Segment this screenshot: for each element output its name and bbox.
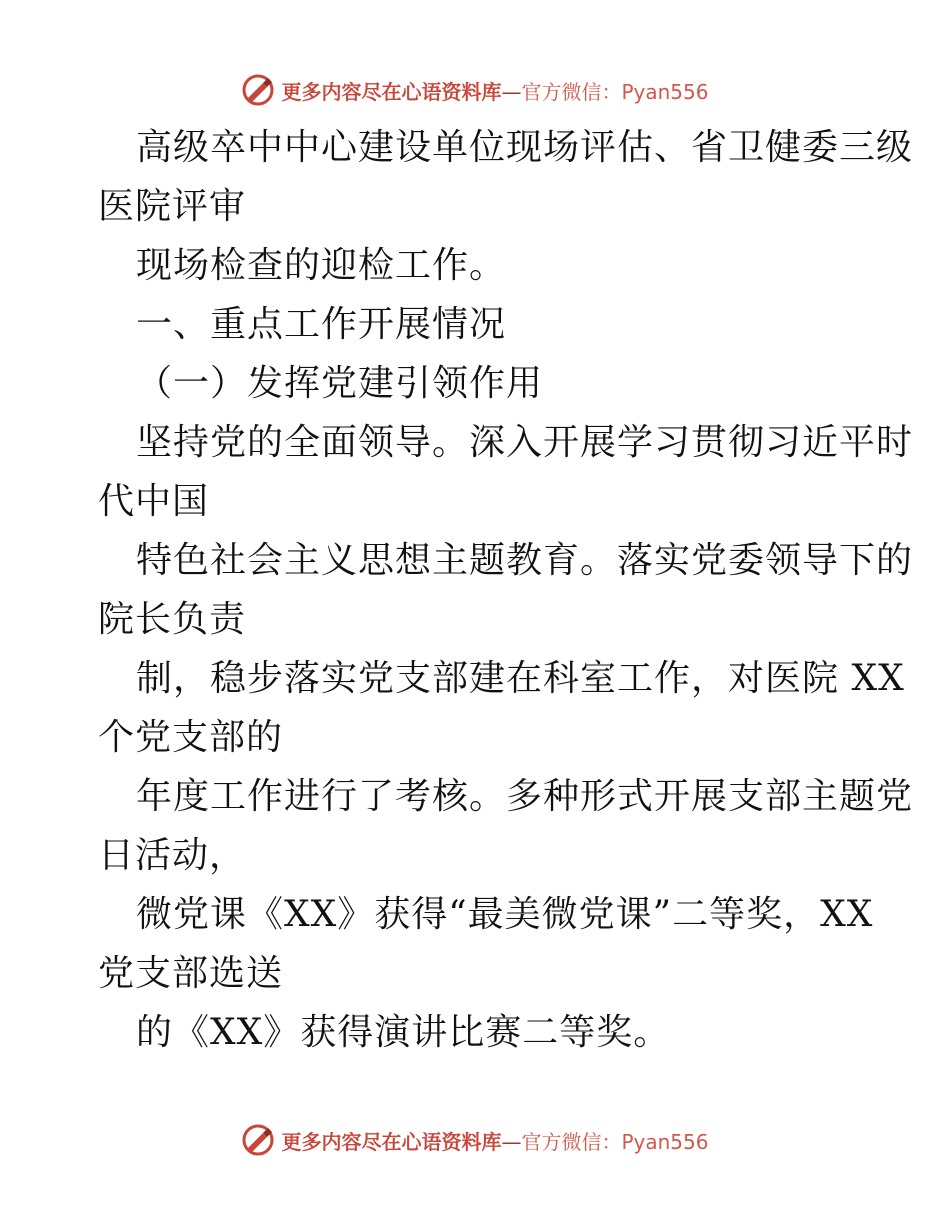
watermark-separator: —	[501, 79, 522, 104]
text-line: 代中国	[98, 481, 210, 522]
watermark-contact: 官方微信：Pyan556	[521, 1129, 709, 1154]
footer-watermark	[0, 1120, 950, 1160]
document-body	[98, 118, 914, 1062]
pen-logo-icon	[241, 1123, 275, 1157]
watermark-text	[281, 76, 708, 105]
pen-logo-icon	[241, 73, 275, 107]
text-line: 制，稳步落实党支部建在科室工作，对医院 XX	[136, 658, 905, 699]
watermark-contact: 官方微信：Pyan556	[521, 79, 709, 104]
subsection-heading: （一）发挥党建引领作用	[136, 363, 544, 404]
text-line: 年度工作进行了考核。多种形式开展支部主题党	[136, 776, 914, 817]
text-line: 现场检查的迎检工作。	[136, 245, 507, 286]
header-watermark	[0, 70, 950, 110]
text-line: 高级卒中中心建设单位现场评估、省卫健委三级	[136, 127, 914, 168]
text-line: 特色社会主义思想主题教育。落实党委领导下的	[136, 540, 914, 581]
text-line: 的《XX》获得演讲比赛二等奖。	[136, 1012, 671, 1053]
text-line: 院长负责	[98, 599, 247, 640]
text-line: 日活动，	[98, 835, 247, 876]
text-line: 坚持党的全面领导。深入开展学习贯彻习近平时	[136, 422, 914, 463]
text-line: 微党课《XX》获得“最美微党课”二等奖，XX	[136, 894, 874, 935]
watermark-separator: —	[501, 1129, 522, 1154]
text-line: 个党支部的	[98, 717, 284, 758]
text-line: 医院评审	[98, 186, 247, 227]
watermark-main: 更多内容尽在心语资料库	[281, 1129, 502, 1154]
watermark-main: 更多内容尽在心语资料库	[281, 79, 502, 104]
watermark-text	[281, 1126, 708, 1155]
section-heading: 一、重点工作开展情况	[136, 304, 507, 345]
text-line: 党支部选送	[98, 953, 284, 994]
